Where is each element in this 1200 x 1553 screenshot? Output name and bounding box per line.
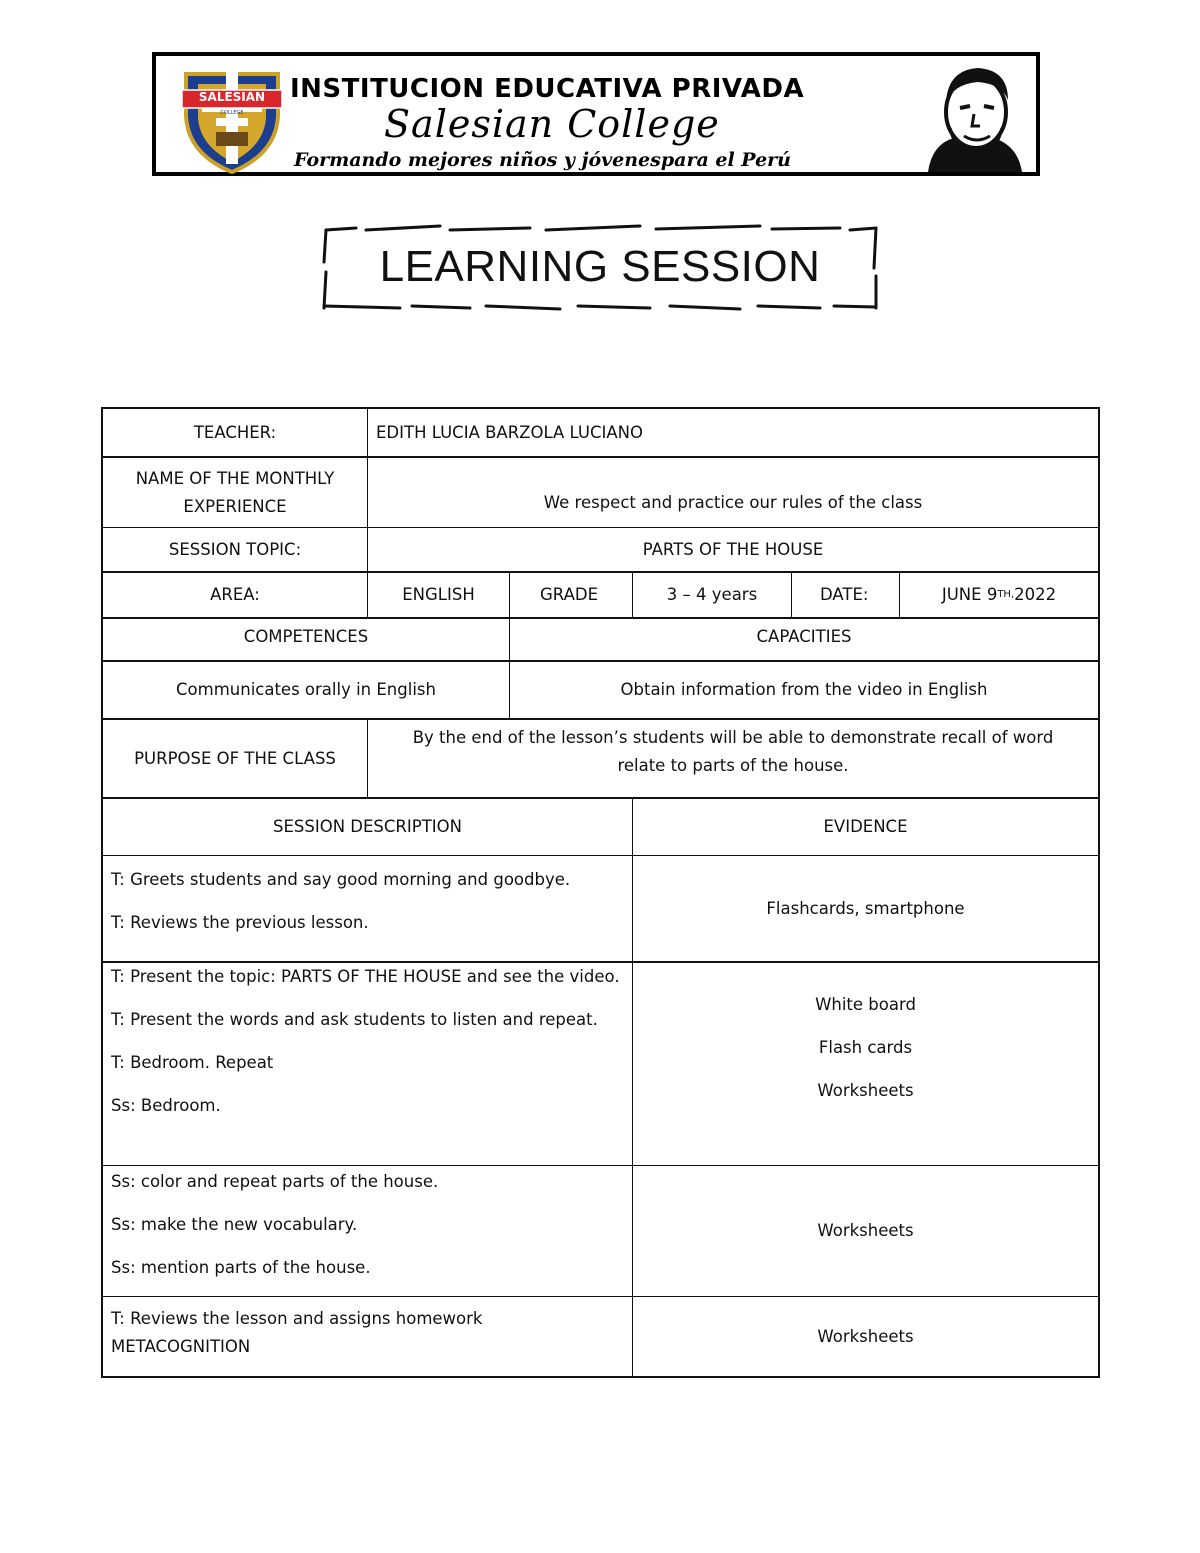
evidence-item: Flash cards <box>818 1038 913 1057</box>
crest-sublabel: COLLEGE <box>220 110 244 116</box>
purpose-label: PURPOSE OF THE CLASS <box>134 748 336 768</box>
evidence-item: Worksheets <box>817 1326 914 1346</box>
competences-header: COMPETENCES <box>243 627 369 646</box>
date-day: JUNE 9 <box>941 585 998 604</box>
description-cell <box>103 963 632 1165</box>
school-motto: Formando mejores niños y jóvenespara el Perú <box>294 149 791 171</box>
description-cell <box>103 1166 632 1296</box>
institution-name: INSTITUCION EDUCATIVA PRIVADA <box>290 74 805 104</box>
description-line: T: Present the topic: PARTS OF THE HOUSE and see the video. <box>111 967 620 986</box>
evidence-cell <box>632 963 1098 1165</box>
teacher-value: EDITH LUCIA BARZOLA LUCIANO <box>367 409 1098 456</box>
session-table <box>101 407 1100 1378</box>
founder-portrait-icon <box>922 58 1026 176</box>
table-row <box>103 1296 1098 1376</box>
date-value <box>899 573 1098 617</box>
description-line: T: Bedroom. Repeat <box>111 1053 274 1072</box>
evidence-cell <box>632 856 1098 961</box>
description-line: T: Reviews the lesson and assigns homework <box>111 1309 483 1328</box>
title-box <box>320 222 880 314</box>
table-row <box>103 617 1098 660</box>
description-line: T: Present the words and ask students to listen and repeat. <box>111 1010 598 1029</box>
purpose-line2: relate to parts of the house. <box>617 756 849 775</box>
evidence-item: Worksheets <box>817 1081 914 1100</box>
description-line: Ss: make the new vocabulary. <box>111 1215 358 1234</box>
school-crest-icon <box>176 66 288 176</box>
grade-value: 3 – 4 years <box>632 573 791 617</box>
teacher-label: TEACHER: <box>193 422 277 442</box>
description-line: Ss: Bedroom. <box>111 1096 221 1115</box>
date-suffix: TH, <box>997 589 1015 600</box>
table-row <box>103 527 1098 571</box>
header-banner <box>152 52 1040 176</box>
evidence-header: EVIDENCE <box>632 799 1098 855</box>
evidence-item: Worksheets <box>817 1221 914 1240</box>
description-cell <box>103 856 632 961</box>
table-row <box>103 456 1098 527</box>
capacities-header: CAPACITIES <box>509 619 1098 660</box>
experience-label-line1: NAME OF THE MONTHLY <box>135 468 335 488</box>
description-line: METACOGNITION <box>111 1337 251 1356</box>
table-row <box>103 409 1098 456</box>
topic-label: SESSION TOPIC: <box>168 539 302 559</box>
description-cell <box>103 1297 632 1376</box>
page-title: LEARNING SESSION <box>379 242 821 291</box>
grade-label: GRADE <box>509 573 632 617</box>
evidence-cell <box>632 1166 1098 1296</box>
competence-value: Communicates orally in English <box>176 680 436 699</box>
school-name: Salesian College <box>384 102 720 146</box>
capacity-value: Obtain information from the video in English <box>509 662 1098 718</box>
purpose-value <box>367 720 1098 797</box>
crest-label: SALESIAN <box>198 90 266 104</box>
table-row <box>103 961 1098 1165</box>
table-row <box>103 797 1098 855</box>
evidence-item: White board <box>815 995 916 1014</box>
evidence-cell <box>632 1297 1098 1376</box>
purpose-line1: By the end of the lesson’s students will be able to demonstrate recall of word <box>412 728 1054 747</box>
date-label: DATE: <box>791 573 899 617</box>
description-header: SESSION DESCRIPTION <box>273 817 462 836</box>
table-row <box>103 718 1098 797</box>
experience-value: We respect and practice our rules of the class <box>367 458 1098 527</box>
evidence-item: Flashcards, smartphone <box>766 898 965 918</box>
experience-label-cell <box>103 458 367 527</box>
table-row <box>103 571 1098 617</box>
table-row <box>103 660 1098 718</box>
description-line: Ss: mention parts of the house. <box>111 1258 371 1277</box>
table-row <box>103 1165 1098 1296</box>
area-label: AREA: <box>210 585 260 604</box>
description-line: Ss: color and repeat parts of the house. <box>111 1172 439 1191</box>
table-row <box>103 855 1098 961</box>
experience-label-line2: EXPERIENCE <box>183 496 287 516</box>
description-line: T: Greets students and say good morning and goodbye. <box>111 870 571 889</box>
area-value: ENGLISH <box>367 573 509 617</box>
topic-value: PARTS OF THE HOUSE <box>367 528 1098 571</box>
description-line: T: Reviews the previous lesson. <box>111 913 369 932</box>
date-year: 2022 <box>1014 585 1057 604</box>
